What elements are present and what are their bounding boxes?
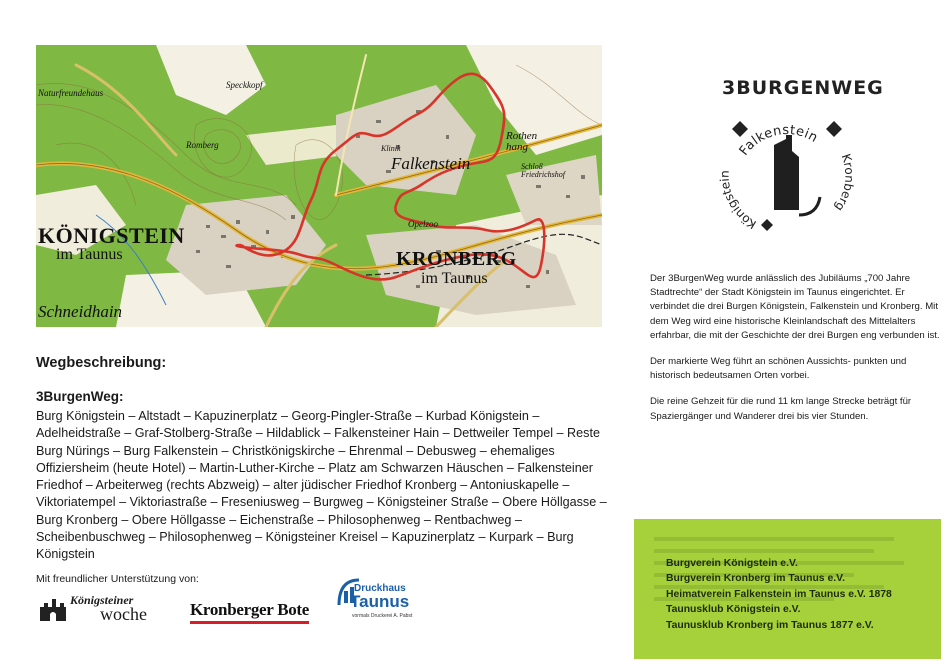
route-title: 3BurgenWeg: xyxy=(36,389,124,404)
map-graphic xyxy=(36,45,602,327)
support-label: Mit freundlicher Unterstützung von: xyxy=(36,573,199,585)
map-label-rothenhang: Rothen hang xyxy=(506,130,538,153)
svg-text:Kronberg xyxy=(832,152,856,214)
map-label-naturfreundehaus: Naturfreundehaus xyxy=(38,88,104,98)
kronberger-bote-logo: Kronberger Bote xyxy=(190,600,309,624)
woche-script: Königsteiner xyxy=(70,593,134,607)
map-label-schloss: Schloß Friedrichshof xyxy=(521,162,565,179)
club-item: Burgverein Kronberg im Taunus e.V. xyxy=(666,573,845,585)
map-label-schneidhain: Schneidhain xyxy=(38,302,123,321)
druckhaus-taunus-logo xyxy=(336,577,416,627)
club-item: Taunusklub Königstein e.V. xyxy=(666,604,801,616)
map-label-koenigstein: KÖNIGSTEIN xyxy=(38,223,185,248)
map-label-kronberg-sub: im Taunus xyxy=(421,270,488,287)
woche-word: woche xyxy=(100,604,147,624)
route-stations: Burg Königstein – Altstadt – Kapuzinerplatz – Georg-Pingler-Straße – Kurbad Königstein – Adelheidstraße – Graf-Stolberg-Straße – Hildablick – Falkensteiner Hain – Dettweiler Tempel – Reste Burg Nürings – Burg Falkenstein – Christkönigskirche – Ehrenmal – Debusweg – ehemaliges Offiziersheim (heute Hotel) – Martin-Luther-Kirche – Platz am Schwarzen Häuschen – Falkensteiner Friedhof – Arbeiterweg (rechts Abzweig) – alter jüdischer Friedhof Kronberg – Antoniuskapelle – Viktoriatempel – Viktoriastraße – Freseniusweg – Burgweg – Königsteiner Straße – Obere Höllgasse – Burg Kronberg – Obere Höllgasse – Eichenstraße – Philosophenweg – Rentbachweg – Scheibenbuschweg – Philosophenweg – Königsteiner Kreisel – Kapuzinerplatz – Kurpark – Burg Königstein xyxy=(36,409,607,562)
ring-falkenstein: Falkenstein xyxy=(736,123,821,159)
ring-koenigstein: Königstein xyxy=(717,170,759,232)
map-label-falkenstein: Falkenstein xyxy=(391,154,471,173)
info-paragraph-1: Der 3BurgenWeg wurde anlässlich des Jubiläums „700 Jahre Stadtrechte“ der Stadt Königstein im Taunus eingerichtet. Er verbindet die drei Burgen Königstein, Falkenstein und Kronberg. Mit dem Weg wird eine historische Kleinlandschaft des Mittelalters erfahrbar, die mit der Geschichte der drei Burgen eng verbunden ist. xyxy=(650,273,940,341)
info-paragraph-3: Die reine Gehzeit für die rund 11 km lange Strecke beträgt für Spaziergänger und Wanderer drei bis vier Stunden. xyxy=(650,396,912,422)
taunus-word: Taunus xyxy=(350,592,410,611)
three-castles-emblem xyxy=(712,105,862,235)
druckhaus-sub: vormals Druckerei A. Pabst xyxy=(352,613,413,619)
map-label-kronberg: KRONBERG xyxy=(396,248,517,270)
club-item: Taunusklub Kronberg im Taunus 1877 e.V. xyxy=(666,619,874,631)
svg-text:Königstein xyxy=(718,170,759,232)
map-label-romberg: Romberg xyxy=(186,140,219,150)
club-list xyxy=(666,556,892,633)
club-item: Burgverein Königstein e.V. xyxy=(666,558,798,569)
map-label-speckkopf: Speckkopf xyxy=(226,80,263,90)
info-paragraph-2: Der markierte Weg führt an schönen Aussichts- punkten und historisch bedeutsamen Orten vorbei. xyxy=(650,356,907,382)
ring-kronberg: Kronberg xyxy=(832,152,857,214)
castle-icon xyxy=(38,595,68,623)
route-description xyxy=(36,355,616,564)
brand-title: 3BURGENWEG xyxy=(722,77,884,99)
route-map xyxy=(36,45,602,327)
description-heading: Wegbeschreibung: xyxy=(36,355,167,371)
club-item: Heimatverein Falkenstein im Taunus e.V. 1878 xyxy=(666,588,892,600)
map-label-klinik: Klinik xyxy=(381,144,401,153)
info-text xyxy=(650,272,940,436)
koenigsteiner-woche-logo xyxy=(38,593,158,625)
map-label-koenigstein-sub: im Taunus xyxy=(56,246,123,263)
druckhaus-word: Druckhaus xyxy=(354,583,406,594)
map-label-opelzoo: Opelzoo xyxy=(408,219,438,229)
clubs-box xyxy=(634,519,941,659)
